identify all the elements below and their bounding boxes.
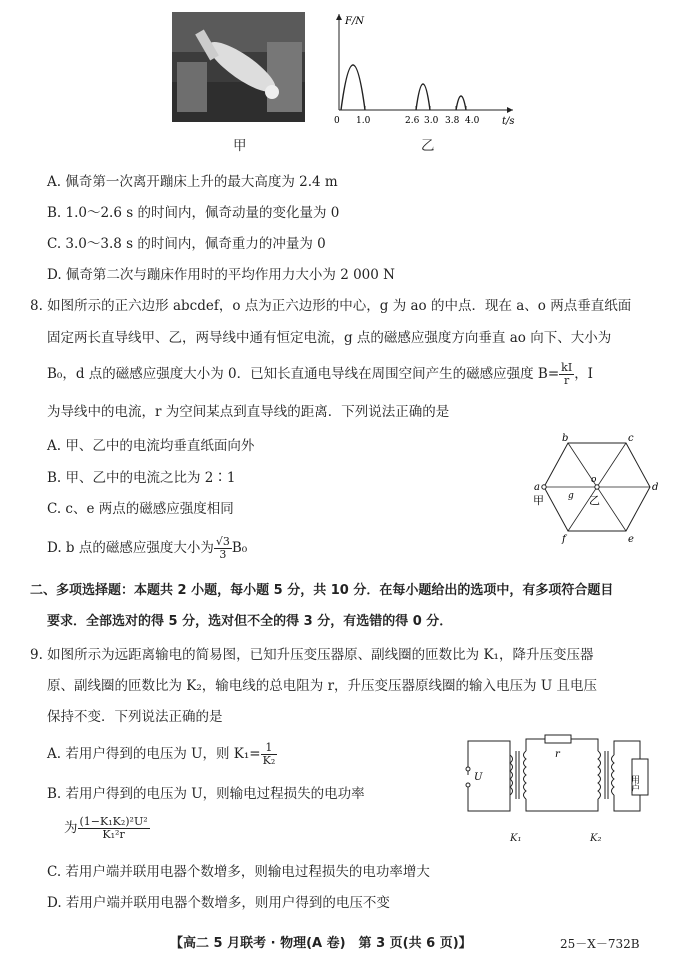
q7-option-a: A. 佩奇第一次离开蹦床上升的最大高度为 2.4 m bbox=[47, 174, 338, 190]
q9-stem-line1: 9. 如图所示为远距离输电的简易图，已知升压变压器原、副线圈的匝数比为 K₁，降升压变压器 bbox=[30, 647, 594, 663]
q8-stem-line3-text: B₀，d 点的磁感应强度大小为 0．已知长直通电导线在周围空间产生的磁感应强度 B= bbox=[47, 366, 560, 382]
hexagon-diagram bbox=[528, 432, 658, 547]
hex-label-d: d bbox=[652, 482, 658, 493]
graph-tick: 3.8 bbox=[445, 116, 460, 126]
force-time-graph bbox=[325, 10, 515, 130]
hex-label-b: b bbox=[562, 433, 569, 444]
hex-label-yi: 乙 bbox=[589, 494, 600, 507]
q9-option-a-num: 1 bbox=[261, 742, 278, 755]
hex-label-a: a bbox=[534, 482, 540, 493]
q9-option-b-prefix: 为 bbox=[64, 820, 78, 836]
q9-option-a bbox=[47, 742, 277, 767]
q8-option-c: C. c、e 两点的磁感应强度相同 bbox=[47, 501, 234, 517]
q9-option-a-text: A. 若用户得到的电压为 U，则 K₁= bbox=[47, 746, 261, 762]
q9-option-b-frac bbox=[78, 816, 150, 841]
circuit-label-k2: K₂ bbox=[590, 833, 602, 844]
figure-label-b: 乙 bbox=[421, 138, 435, 154]
graph-tick: 2.6 bbox=[405, 116, 420, 126]
q8-stem-line3 bbox=[47, 362, 593, 387]
graph-tick: 0 bbox=[334, 116, 340, 126]
q9-option-a-frac bbox=[261, 742, 278, 767]
graph-y-label: F/N bbox=[345, 16, 365, 27]
q7-option-d: D. 佩奇第二次与蹦床作用时的平均作用力大小为 2 000 N bbox=[47, 267, 395, 283]
q9-stem-line2: 原、副线圈的匝数比为 K₂，输电线的总电阻为 r，升压变压器原线圈的输入电压为 U 且电压 bbox=[47, 678, 597, 694]
section2-heading-line1: 二、多项选择题：本题共 2 小题，每小题 5 分，共 10 分．在每小题给出的选项中，有多项符合题目 bbox=[30, 583, 614, 598]
q9-stem-line3: 保持不变．下列说法正确的是 bbox=[47, 709, 223, 725]
graph-tick: 4.0 bbox=[465, 116, 480, 126]
circuit-label-user: 用户 bbox=[629, 775, 639, 793]
q8-option-b: B. 甲、乙中的电流之比为 2∶1 bbox=[47, 470, 236, 486]
q8-stem-line4: 为导线中的电流，r 为空间某点到直导线的距离．下列说法正确的是 bbox=[47, 404, 450, 420]
graph-tick: 1.0 bbox=[356, 116, 371, 126]
trampoline-photo-art bbox=[172, 12, 305, 122]
q9-option-d: D. 若用户端并联用电器个数增多，则用户得到的电压不变 bbox=[47, 895, 390, 911]
q9-option-b-line2 bbox=[64, 816, 150, 841]
q7-option-b: B. 1.0～2.6 s 的时间内，佩奇动量的变化量为 0 bbox=[47, 205, 340, 221]
q9-option-c: C. 若用户端并联用电器个数增多，则输电过程损失的电功率增大 bbox=[47, 864, 430, 880]
hex-label-jia: 甲 bbox=[533, 494, 544, 507]
q8-option-a: A. 甲、乙中的电流均垂直纸面向外 bbox=[47, 438, 255, 454]
q8-stem-line1: 8. 如图所示的正六边形 abcdef，o 点为正六边形的中心，g 为 ao 的中点．现在 a、o 两点垂直纸面 bbox=[30, 298, 632, 314]
hex-label-e: e bbox=[628, 534, 634, 545]
graph-x-label: t/s bbox=[502, 116, 515, 127]
hex-label-f: f bbox=[562, 534, 566, 545]
q8-option-d-den: 3 bbox=[219, 548, 227, 561]
figure-label-a: 甲 bbox=[233, 138, 247, 154]
footer-code: 25－X－732B bbox=[560, 937, 640, 951]
section2-heading-line2: 要求．全部选对的得 5 分，选对但不全的得 3 分，有选错的得 0 分． bbox=[47, 614, 453, 629]
q9-option-b-num: (1−K₁K₂)²U² bbox=[79, 815, 148, 828]
q8-option-d-frac bbox=[214, 536, 232, 561]
hex-label-o: o bbox=[591, 475, 597, 485]
circuit-label-k1: K₁ bbox=[510, 833, 522, 844]
q9-option-b-den: K₁²r bbox=[102, 828, 125, 841]
transmission-circuit bbox=[460, 733, 660, 819]
q9-option-b-line1: B. 若用户得到的电压为 U，则输电过程损失的电功率 bbox=[47, 786, 365, 802]
circuit-label-u: U bbox=[474, 772, 483, 783]
graph-tick: 3.0 bbox=[424, 116, 439, 126]
q8-option-d-tail: B₀ bbox=[231, 540, 248, 556]
q8-formula-den: r bbox=[564, 374, 570, 387]
q8-stem-line3-tail: ，I bbox=[574, 366, 594, 382]
q8-formula-num: kI bbox=[561, 361, 573, 374]
trampoline-photo bbox=[172, 12, 305, 122]
q8-option-d-text: D. b 点的磁感应强度大小为 bbox=[47, 540, 214, 556]
circuit-label-r: r bbox=[555, 749, 560, 760]
q8-formula bbox=[559, 362, 574, 387]
q8-stem-line2: 固定两长直导线甲、乙，两导线中通有恒定电流，g 点的磁感应强度方向垂直 ao 向下、大小为 bbox=[47, 330, 612, 346]
hex-label-c: c bbox=[628, 433, 634, 444]
footer-title: 【高二 5 月联考 · 物理(A 卷) 第 3 页(共 6 页)】 bbox=[170, 936, 472, 951]
q8-option-d-num: √3 bbox=[215, 535, 230, 548]
q7-option-c: C. 3.0～3.8 s 的时间内，佩奇重力的冲量为 0 bbox=[47, 236, 326, 252]
hex-label-g: g bbox=[568, 491, 574, 501]
q9-option-a-den: K₂ bbox=[262, 754, 276, 767]
q8-option-d bbox=[47, 536, 247, 561]
